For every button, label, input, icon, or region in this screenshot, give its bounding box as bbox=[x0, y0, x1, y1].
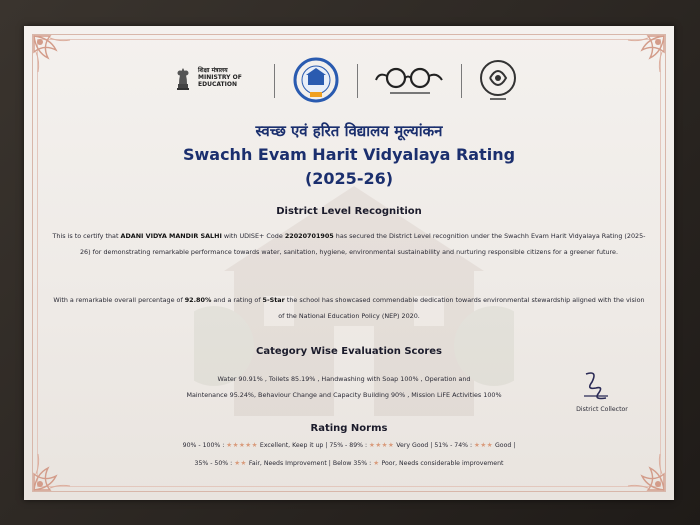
achievement-statement bbox=[52, 292, 646, 324]
star-icons: ★ bbox=[373, 459, 380, 467]
ministry-hindi: शिक्षा मंत्रालय bbox=[198, 67, 228, 74]
logo-divider bbox=[357, 64, 358, 98]
norm-text: Very Good | 51% - 74% : bbox=[394, 442, 473, 449]
norm-range: 90% - 100% : bbox=[182, 442, 225, 449]
recognition-heading: District Level Recognition bbox=[276, 206, 422, 217]
title-hindi: स्वच्छ एवं हरित विद्यालय मूल्यांकन bbox=[255, 122, 443, 140]
statement-mid: with UDISE+ Code bbox=[221, 232, 285, 240]
certificate-paper bbox=[24, 26, 674, 500]
corner-ornament-icon bbox=[622, 448, 668, 494]
norm-text: Fair, Needs Improvement | Below 35% : bbox=[246, 460, 372, 467]
school-name: ADANI VIDYA MANDIR SALHI bbox=[120, 232, 222, 240]
statement-pre: This is to certify that bbox=[52, 232, 121, 240]
scores-line: Water 90.91% , Toilets 85.19% , Handwashing with Soap 100% , Operation and bbox=[217, 375, 471, 383]
national-emblem-icon bbox=[174, 64, 192, 92]
ministry-en-line2: EDUCATION bbox=[198, 81, 237, 88]
signatory-label: District Collector bbox=[576, 406, 628, 413]
achievement-pre: With a remarkable overall percentage of bbox=[53, 296, 185, 304]
norm-text: Good | bbox=[493, 442, 516, 449]
ministry-label bbox=[198, 67, 242, 88]
certificate-statement bbox=[52, 228, 646, 260]
star-icons: ★★★★★ bbox=[226, 441, 258, 449]
category-heading: Category Wise Evaluation Scores bbox=[255, 346, 443, 357]
title-english: Swachh Evam Harit Vidyalaya Rating bbox=[182, 145, 516, 164]
star-icons: ★★★★ bbox=[369, 441, 395, 449]
norm-text: Excellent, Keep it up | 75% - 89% : bbox=[257, 442, 368, 449]
achievement-mid: and a rating of bbox=[211, 296, 263, 304]
rating-norms-line bbox=[84, 439, 614, 452]
overall-percentage: 92.80% bbox=[184, 296, 212, 304]
norm-range: 35% - 50% : bbox=[194, 460, 233, 467]
achievement-post: the school has showcased commendable dedication towards environmental stewardship aligned with the vision of the National Education Policy (NEP) 2020. bbox=[278, 296, 645, 320]
swachh-bharat-spectacles-logo bbox=[374, 66, 444, 100]
logos-row bbox=[24, 56, 674, 106]
rating-norms-heading: Rating Norms bbox=[310, 423, 388, 434]
ministry-en-line1: MINISTRY OF bbox=[198, 74, 242, 81]
scores-line: Maintenance 95.24%, Behaviour Change and Capacity Building 90% , Mission LiFE Activities 100% bbox=[186, 391, 502, 399]
udise-code: 22020701905 bbox=[284, 232, 334, 240]
logo-divider bbox=[274, 64, 275, 98]
signature-icon bbox=[578, 368, 614, 404]
rating-norms-line bbox=[84, 457, 614, 470]
samagra-shiksha-logo bbox=[286, 56, 346, 106]
norm-text: Poor, Needs considerable improvement bbox=[379, 460, 504, 467]
title-year: (2025-26) bbox=[304, 169, 394, 188]
star-rating: 5-Star bbox=[262, 296, 285, 304]
ncert-logo bbox=[476, 56, 520, 104]
statement-post: has secured the District Level recognition under the Swachh Evam Harit Vidyalaya Rating (2025-26) for demonstrating remarkable performance towards water, sanitation, hygiene, environmental sustainability and nurturing responsible citizens for a greener future. bbox=[79, 232, 646, 256]
category-scores bbox=[164, 371, 524, 403]
corner-ornament-icon bbox=[30, 448, 76, 494]
logo-divider bbox=[461, 64, 462, 98]
star-icons: ★★★ bbox=[474, 441, 494, 449]
star-icons: ★★ bbox=[234, 459, 247, 467]
